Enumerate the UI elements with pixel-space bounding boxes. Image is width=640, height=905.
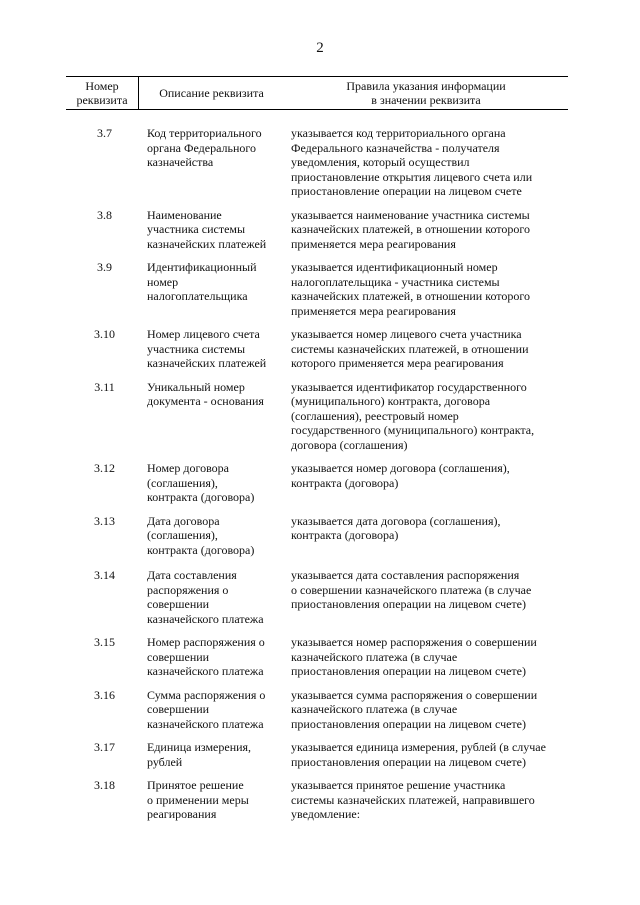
table-row [66, 327, 568, 371]
requisite-description: Номер лицевого счета участника системы казначейских платежей [147, 327, 267, 370]
requisite-rule: указывается дата составления распоряжения о совершении казначейского платежа (в случае приостановления операции на лицевом счете) [291, 568, 532, 611]
requisite-rule: указывается идентификационный номер налогоплательщика - участника системы казначейских платежей, в отношении которого применяется мера реагирования [291, 260, 530, 318]
requisite-description: Дата составления распоряжения о совершении казначейского платежа [147, 568, 264, 626]
table-row [66, 514, 568, 558]
requisite-rule: указывается номер договора (соглашения), контракта (договора) [291, 461, 510, 490]
requisite-rule: указывается идентификатор государственного (муниципального) контракта, договора (соглашения), реестровый номер государственного (муниципального) контракта, договора (соглашения) [291, 379, 535, 452]
requisite-description: Наименование участника системы казначейских платежей [147, 207, 267, 251]
header-number [66, 77, 139, 109]
requisite-number: 3.15 [94, 635, 115, 649]
table-row [66, 688, 568, 732]
table-row [66, 380, 568, 453]
requisite-number: 3.8 [97, 207, 112, 222]
requisite-description: Дата договора (соглашения), контракта (договора) [147, 513, 255, 557]
requisite-number: 3.9 [97, 260, 112, 274]
table-row [66, 461, 568, 505]
table-body [66, 126, 568, 822]
requisite-rule: указывается дата договора (соглашения), контракта (договора) [291, 513, 501, 542]
table-row [66, 208, 568, 252]
requisite-description: Код территориального органа Федерального казначейства [147, 126, 262, 169]
table-row [66, 126, 568, 199]
requisite-description: Принятое решение о применении меры реагирования [147, 778, 249, 821]
requisite-number: 3.10 [94, 327, 115, 341]
requisite-description: Единица измерения, рублей [147, 740, 252, 769]
requisite-number: 3.17 [94, 740, 115, 754]
requisite-description: Идентификационный номер налогоплательщика [147, 260, 257, 303]
requisite-description: Уникальный номер документа - основания [147, 379, 264, 408]
requisite-rule: указывается наименование участника системы казначейских платежей, в отношении которого применяется мера реагирования [291, 207, 530, 251]
requisite-rule: указывается принятое решение участника системы казначейских платежей, направившего уведомление: [291, 778, 535, 821]
requisite-description: Сумма распоряжения о совершении казначейского платежа [147, 687, 266, 731]
requisite-number: 3.14 [94, 568, 115, 582]
table-header [66, 76, 568, 110]
requisite-description: Номер распоряжения о совершении казначейского платежа [147, 635, 265, 678]
table-row [66, 740, 568, 769]
requisite-rule: указывается номер распоряжения о совершении казначейского платежа (в случае приостановления операции на лицевом счете) [291, 635, 537, 678]
header-description: Описание реквизита [159, 86, 264, 100]
requisite-number: 3.7 [97, 126, 112, 140]
table-row [66, 635, 568, 679]
requisite-number: 3.18 [94, 778, 115, 792]
table-row [66, 778, 568, 822]
requisite-number: 3.11 [94, 379, 115, 394]
table-row [66, 568, 568, 626]
requisite-number: 3.12 [94, 461, 115, 475]
requisites-table [66, 76, 568, 822]
header-number-label: Номер реквизита [76, 79, 128, 107]
table-row [66, 260, 568, 318]
header-rules: Правила указания информации в значении реквизита [346, 79, 506, 107]
requisite-rule: указывается номер лицевого счета участника системы казначейских платежей, в отношении которого применяется мера реагирования [291, 327, 529, 370]
requisite-description: Номер договора (соглашения), контракта (договора) [147, 461, 255, 504]
requisite-number: 3.13 [94, 513, 115, 528]
requisite-rule: указывается сумма распоряжения о совершении казначейского платежа (в случае приостановления операции на лицевом счете) [291, 687, 538, 731]
page-number: 2 [316, 40, 324, 56]
requisite-rule: указывается единица измерения, рублей (в случае приостановления операции на лицевом счете) [291, 740, 546, 769]
requisite-rule: указывается код территориального органа Федерального казначейства - получателя уведомления, который осуществил приостановление открытия лицевого счета или приостановление операции на лицевом счете [291, 126, 533, 198]
requisite-number: 3.16 [94, 687, 115, 702]
